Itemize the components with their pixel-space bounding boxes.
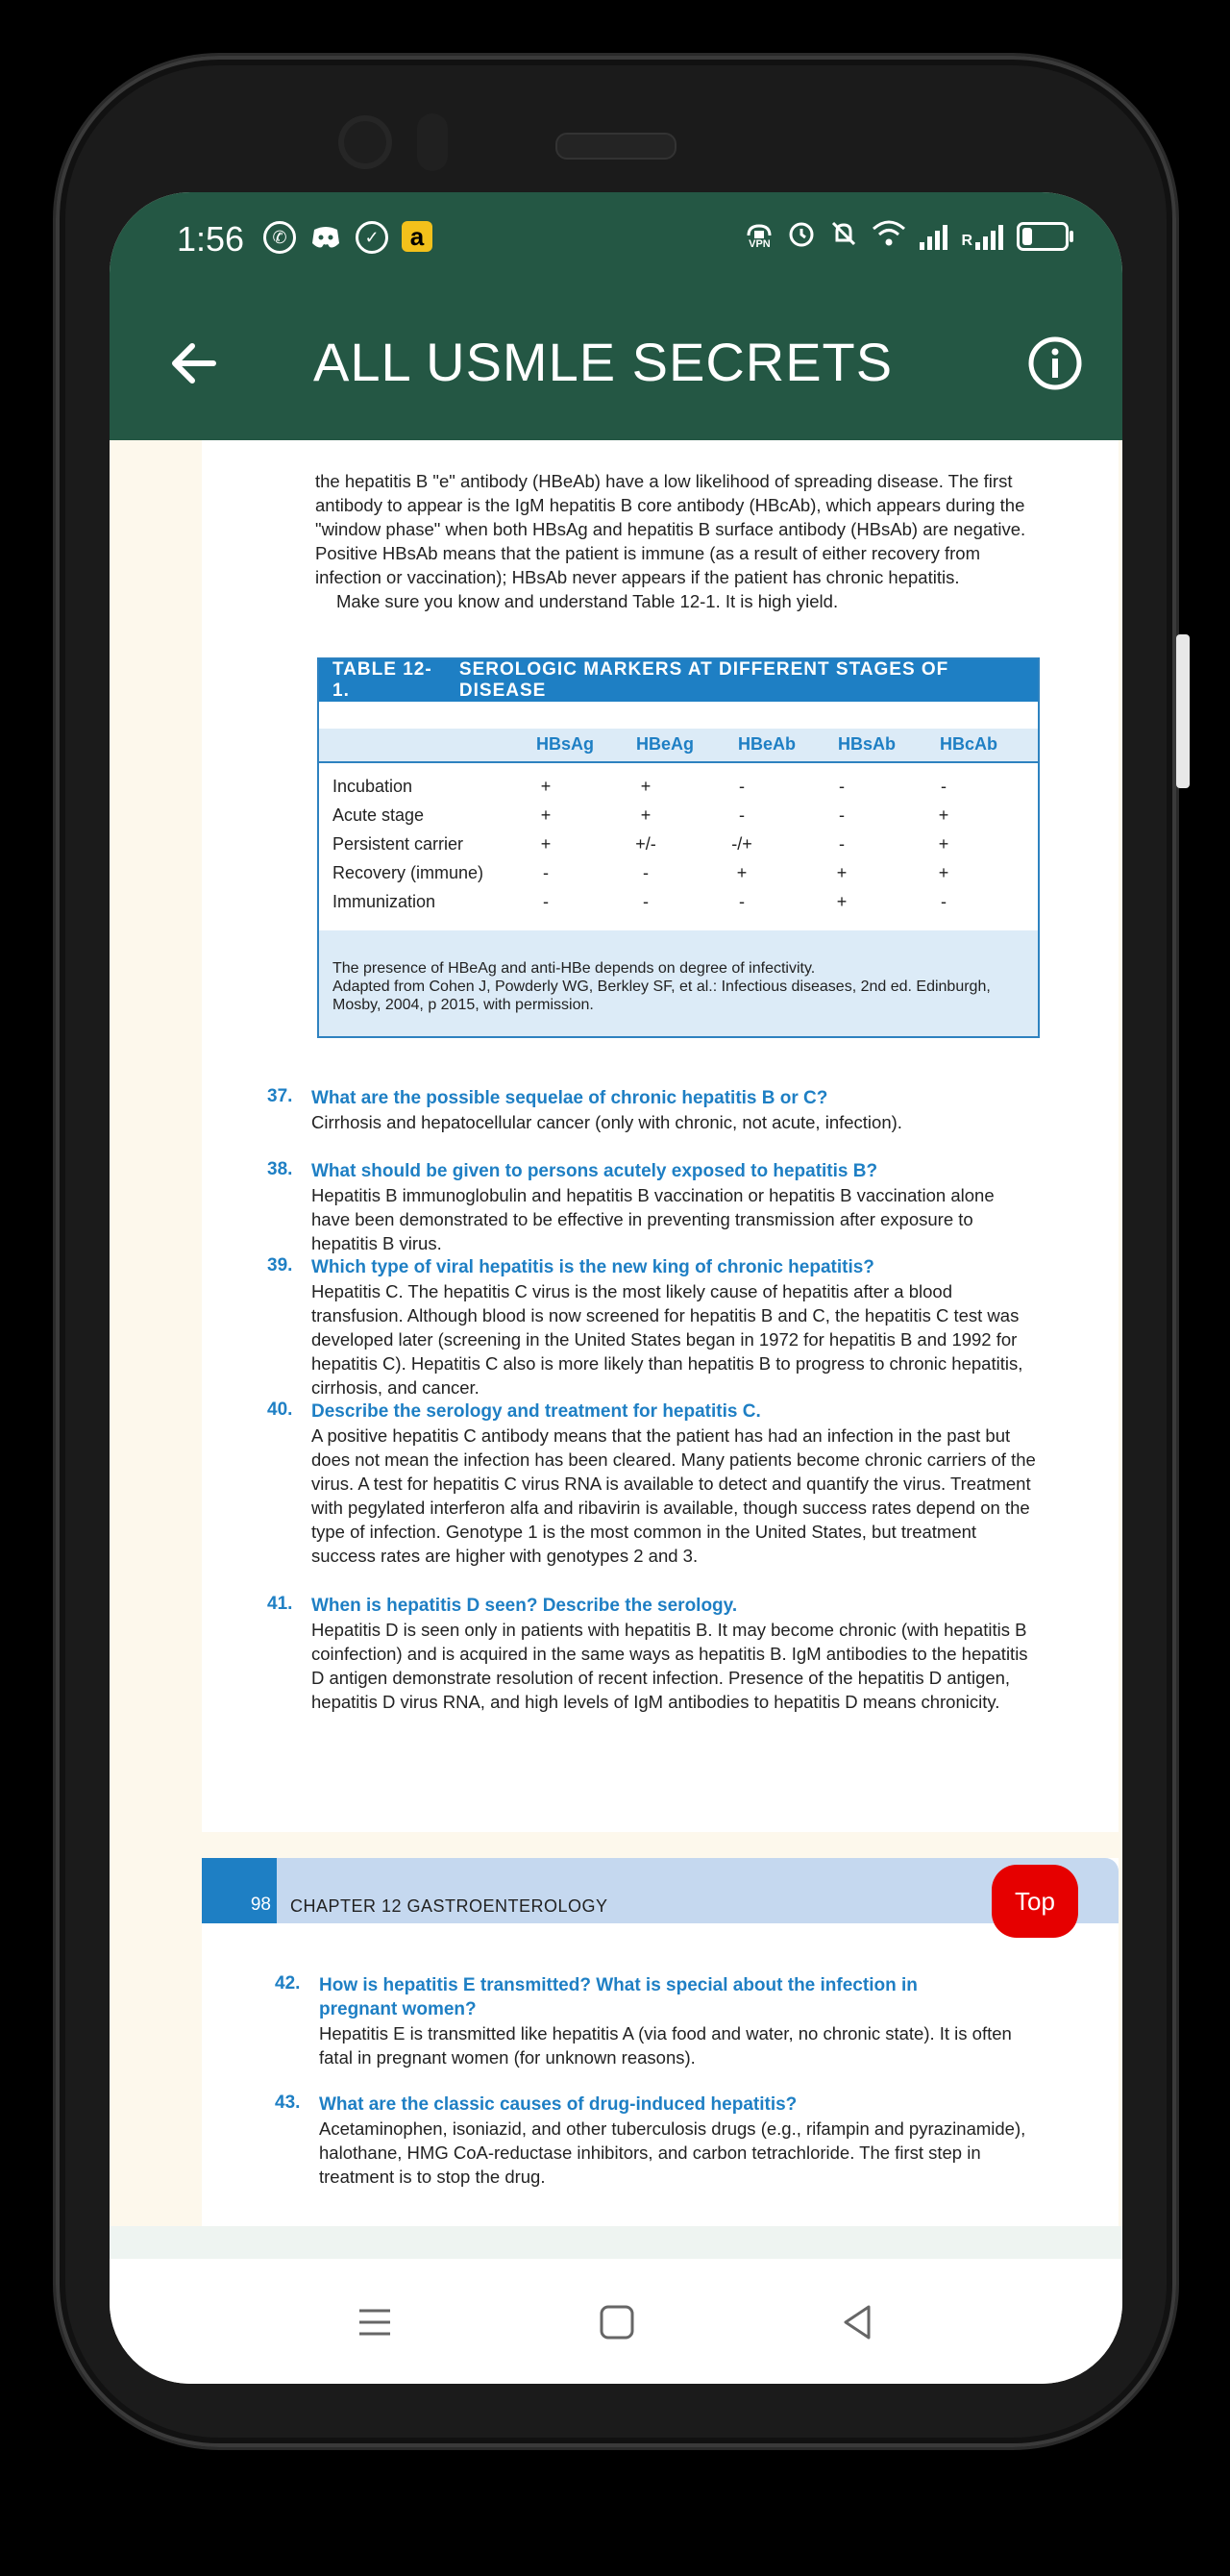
phone-screen (110, 192, 1122, 2384)
table-cell: + (938, 805, 949, 825)
phone-side-button (1176, 634, 1190, 788)
question-number: 42. (275, 1973, 301, 1994)
table-title-bar (319, 659, 1038, 702)
question-number: 39. (267, 1255, 293, 1276)
table-cell: + (640, 777, 652, 796)
intro-text (315, 469, 1036, 613)
document-viewer[interactable] (110, 440, 1122, 2259)
table-cell: + (540, 805, 552, 825)
table-cell: - (941, 892, 947, 911)
chapter-header (202, 1858, 1119, 1923)
row-label: Immunization (332, 892, 436, 911)
table-cell: + (540, 777, 552, 796)
table-cell: - (543, 892, 549, 911)
question-text: When is hepatitis D seen? Describe the serology. (311, 1596, 738, 1616)
table-cell: - (739, 892, 745, 911)
home-icon[interactable] (598, 2303, 636, 2341)
wifi-icon (872, 219, 906, 253)
status-bar (110, 192, 1122, 285)
row-label: Persistent carrier (332, 834, 464, 854)
table-cell: - (941, 777, 947, 796)
table-col-header: HBcAb (940, 734, 998, 754)
vpn-label: VPN (749, 238, 771, 250)
table-number: TABLE 12-1. (332, 659, 432, 701)
answer-text: Cirrhosis and hepatocellular cancer (only with chronic, not acute, infection). (311, 1112, 902, 1132)
menu-icon[interactable] (356, 2303, 394, 2341)
amazon-icon: a (402, 221, 432, 252)
intro-note: Make sure you know and understand Table 12-1. It is high yield. (336, 591, 839, 611)
table-footnote: The presence of HBeAg and anti-HBe depends on degree of infectivity. (332, 960, 816, 977)
table-cell: - (739, 805, 745, 825)
table-cell: - (739, 777, 745, 796)
answer-text: Hepatitis D is seen only in patients with hepatitis B. It may become chronic (with hepatitis B coinfection) and is acquired in the same ways as hepatitis B. IgM antibodies to the hepatitis D antigen demonstrate resolution of recent infection. Presence of the hepatitis D antigen, hepatitis D virus RNA, and high levels of IgM antibodies to hepatitis D means chronicity. (311, 1620, 1028, 1712)
question-item (267, 1594, 1036, 1714)
earpiece-speaker (555, 133, 676, 160)
answer-text: Hepatitis C. The hepatitis C virus is the most likely cause of hepatitis after a blood transfusion. Although blood is now screened for hepatitis B and C, the hepatitis C test was developed later (screening in the United States began in 1972 for hepatitis B and 1992 for hepatitis C). Hepatitis C also is more likely than hepatitis B to progress to chronic hepatitis, cirrhosis, and cancer. (311, 1281, 1023, 1398)
answer-text: Acetaminophen, isoniazid, and other tuberculosis drugs (e.g., rifampin and pyrazinamide), halothane, HMG CoA-reductase inhibitors, and carbon tetrachloride. The first step in treatment is to stop the drug. (319, 2118, 1026, 2187)
serology-table (317, 657, 1040, 1038)
table-footnotes (332, 959, 1005, 1014)
roaming-label: R (961, 232, 972, 249)
table-cell: - (839, 805, 845, 825)
question-item (267, 1086, 1036, 1134)
answer-text: Hepatitis B immunoglobulin and hepatitis B vaccination or hepatitis B vaccination alone have been demonstrated to be effective in preventing transmission after exposure to hepatitis B virus. (311, 1185, 995, 1253)
arrow-left-icon[interactable] (165, 334, 223, 392)
check-circle-icon: ✓ (356, 221, 388, 254)
chapter-title: CHAPTER 12 GASTROENTEROLOGY (290, 1896, 608, 1916)
signal-icon (920, 223, 947, 250)
system-nav-bar (110, 2259, 1122, 2384)
table-cell: - (643, 892, 649, 911)
back-icon[interactable] (838, 2303, 876, 2341)
battery-icon (1017, 222, 1069, 251)
row-label: Recovery (immune) (332, 863, 484, 882)
front-camera (338, 115, 392, 169)
table-source: Adapted from Cohen J, Powderly WG, Berkley SF, et al.: Infectious diseases, 2nd ed. Edinburgh, Mosby, 2004, p 2015, with permission. (332, 978, 991, 1013)
app-title: ALL USMLE SECRETS (313, 332, 894, 392)
table-col-header: HBsAg (536, 734, 595, 754)
notification-icons (263, 221, 432, 254)
intro-paragraph: the hepatitis B "e" antibody (HBeAb) have a low likelihood of spreading disease. The first antibody to appear is the IgM hepatitis B core antibody (HBcAb), which appears during the "window phase" when both HBsAg and hepatitis B surface antibody (HBsAb) are negative. Positive HBsAb means that the patient is immune (as a result of either recovery from infection or vaccination); HBsAb never appears if the patient has chronic hepatitis. (315, 471, 1026, 587)
table-cell: + (836, 863, 848, 882)
book-page (202, 1858, 1119, 2259)
table-cell: -/+ (731, 834, 752, 854)
signal-roaming-icon (961, 223, 1003, 250)
page-number: 98 (202, 1858, 277, 1923)
table-cell: - (839, 777, 845, 796)
question-text: What should be given to persons acutely exposed to hepatitis B? (311, 1161, 878, 1181)
app-bar (110, 285, 1122, 440)
table-footnote-area (319, 930, 1038, 1036)
status-time: 1:56 (177, 219, 245, 259)
whatsapp-icon: ✆ (263, 221, 296, 254)
table-cell: - (839, 834, 845, 854)
table-title: SEROLOGIC MARKERS AT DIFFERENT STAGES OF DISEASE (458, 659, 949, 701)
page-gap (110, 2226, 1122, 2259)
question-number: 40. (267, 1399, 293, 1420)
system-status-icons (745, 219, 1069, 253)
answer-text: A positive hepatitis C antibody means that the patient has had an infection in the past but does not mean the infection has been cleared. Many patients become chronic carriers of the virus. A test for hepatitis C virus RNA is available to detect and quantify the virus. Treatment with pegylated interferon alfa and ribavirin is available, though success rates depend on the type of infection. Genotype 1 is the most common in the United States, but treatment success rates are higher with genotypes 2 and 3. (311, 1425, 1036, 1566)
table-cell: - (643, 863, 649, 882)
question-text: What are the classic causes of drug-induced hepatitis? (319, 2094, 798, 2115)
table-cell: + (836, 892, 848, 911)
row-label: Incubation (332, 777, 413, 796)
question-number: 43. (275, 2093, 301, 2113)
vpn-icon (745, 222, 774, 250)
table-cell: + (736, 863, 748, 882)
table-cell: - (543, 863, 549, 882)
mute-icon (829, 219, 858, 253)
question-text: How is hepatitis E transmitted? What is special about the infection in pregnant women? (319, 1975, 918, 2019)
table-cell: + (640, 805, 652, 825)
discord-icon (309, 221, 342, 254)
question-text: Which type of viral hepatitis is the new king of chronic hepatitis? (311, 1257, 874, 1277)
row-label: Acute stage (332, 805, 425, 825)
table-header-row (319, 729, 1038, 763)
scroll-top-button[interactable]: Top (992, 1865, 1078, 1938)
question-text: Describe the serology and treatment for hepatitis C. (311, 1401, 761, 1422)
question-item (267, 1255, 1036, 1399)
table-cell: + (540, 834, 552, 854)
info-icon[interactable] (1026, 334, 1084, 392)
table-col-header: HBsAb (838, 734, 897, 754)
table-cell: + (938, 863, 949, 882)
question-item (275, 2093, 1044, 2189)
question-number: 41. (267, 1594, 293, 1614)
question-item (267, 1399, 1036, 1568)
table-cell: +/- (635, 834, 656, 854)
table-col-header: HBeAg (636, 734, 695, 754)
question-number: 37. (267, 1086, 293, 1106)
proximity-sensor (417, 113, 448, 171)
question-item (267, 1159, 1036, 1255)
answer-text: Hepatitis E is transmitted like hepatitis A (via food and water, no chronic state). It is often fatal in pregnant women (for unknown reasons). (319, 2023, 1012, 2068)
book-page (202, 440, 1119, 1832)
question-text: What are the possible sequelae of chronic hepatitis B or C? (311, 1088, 828, 1108)
alarm-icon (787, 219, 816, 253)
table-cell: + (938, 834, 949, 854)
question-item (275, 1973, 1044, 2069)
table-col-header: HBeAb (738, 734, 797, 754)
question-number: 38. (267, 1159, 293, 1179)
